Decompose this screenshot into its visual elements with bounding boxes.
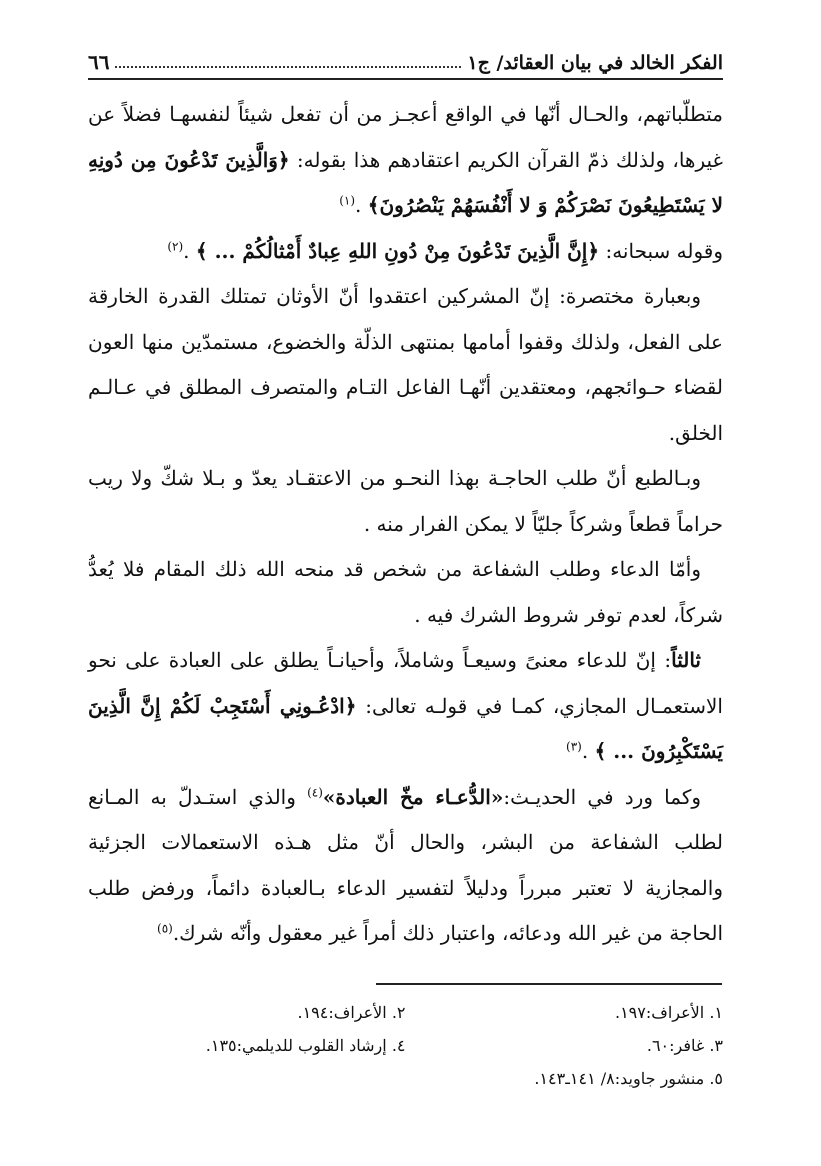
footnote-ref: (٤) xyxy=(307,784,323,799)
paragraph-1 xyxy=(88,92,723,229)
paragraph-3: وبعبارة مختصرة: إنّ المشركين اعتقدوا أنّ الأوثان تمتلك القدرة الخارقة على الفعل، ولذلك وقفوا أمامها بمنتهى الذلّة والخضوع، مستمدّين منها العون لقضاء حـوائجهم، ومعتقدين أنّهـا الفاعل التـام والمتصرف المطلق في عـالـم الخلق. xyxy=(88,284,723,445)
running-title: الفكر الخالد في بيان العقائد/ ج١ xyxy=(467,52,723,74)
paragraph-7 xyxy=(88,775,723,957)
text-run: والذي استـدلّ به المـانع لطلب الشفاعة من البشر، والحال أنّ مثل هـذه الاستعمالات الجزئية والمجازية لا تعتبر مبرراً ودليلاً لتفسير الدعاء بـالعبادة دائماً، ورفض طلب الحاجة من غير الله ودعائه، واعتبار ذلك أمراً غير معقول وأنّه شرك. xyxy=(88,784,723,945)
footnote-5: ٥. منشور جاويد:٨/ ١٤١ـ١٤٣. xyxy=(534,1069,723,1088)
body-text xyxy=(88,92,723,957)
running-header xyxy=(88,40,723,74)
footnote-rule xyxy=(376,983,722,985)
footnote-ref: (٢) xyxy=(167,238,184,253)
footnote-1: ١. الأعراف:١٩٧. xyxy=(614,1003,723,1022)
footnote-row xyxy=(88,996,723,1029)
footnote-ref: (٣) xyxy=(566,739,582,754)
paragraph-4: وبـالطبع أنّ طلب الحاجـة بهذا النحـو من الاعتقـاد يعدّ و بـلا شكّ ولا ريب حراماً قطعاً وشركاً جليّاً لا يمكن الفرار منه . xyxy=(88,466,723,536)
text-run: وكما ورد في الحديـث: xyxy=(503,784,701,809)
paragraph-2 xyxy=(88,229,723,275)
paragraph-6 xyxy=(88,638,723,775)
footnote-3: ٣. غافر:٦٠. xyxy=(646,1036,723,1055)
footnote-row xyxy=(88,1062,723,1095)
footnotes xyxy=(88,996,723,1095)
text-run: . xyxy=(355,193,368,217)
footnote-row xyxy=(88,1029,723,1062)
dotted-leader xyxy=(115,66,461,68)
footnote-ref: (١) xyxy=(339,193,356,208)
text-run: : إنّ للدعاء معنىً وسيعـاً وشاملاً، وأحيانـاً يطلق على العبادة على نحو الاستعمـال المجازي، كمـا في قولـه تعالى: xyxy=(88,648,723,718)
quran-quote: ﴿إِنَّ الَّذِينَ تَدْعُونَ مِنْ دُونِ اللهِ عِبادٌ أَمْثالُكُمْ ... ﴾ xyxy=(195,238,600,263)
quran-quote: ﴿وَالَّذِينَ تَدْعُونَ مِن دُونِهِ لا يَسْتَطِيعُونَ نَصْرَكُمْ وَ لا أَنْفُسَهُمْ يَنْصُرُونَ﴾ xyxy=(88,147,723,217)
footnote-4: ٤. إرشاد القلوب للديلمي:١٣٥. xyxy=(205,1036,406,1055)
page-number: ٦٦ xyxy=(88,50,110,74)
footnote-ref: (٥) xyxy=(157,921,173,936)
section-lead: ثالثاً xyxy=(671,648,701,672)
text-run: . xyxy=(581,739,595,763)
hadith-quote: «الدُّعـاء مخّ العبادة» xyxy=(322,784,504,809)
footnote-2: ٢. الأعراف:١٩٤. xyxy=(297,1003,406,1022)
text-run: . xyxy=(183,238,196,263)
quran-quote: ﴿ادْعُـونِي أَسْتَجِبْ لَكُمْ إِنَّ الَّذِينَ يَسْتَكْبِرُونَ ... ﴾ xyxy=(88,693,723,763)
text-run: وقوله سبحانه: xyxy=(599,238,723,263)
text-run: متطلّباتهم، والحـال أنّها في الواقع أعجـز من أن تفعل شيئاً لنفسهـا فضلاً عن غيرها، ولذلك ذمّ القرآن الكريم اعتقادهم هذا بقوله: xyxy=(88,102,723,172)
header-rule xyxy=(88,78,723,80)
paragraph-5: وأمّا الدعاء وطلب الشفاعة من شخص قد منحه الله ذلك المقام فلا يُعدُّ شركاً، لعدم توفر شروط الشرك فيه . xyxy=(88,557,723,627)
